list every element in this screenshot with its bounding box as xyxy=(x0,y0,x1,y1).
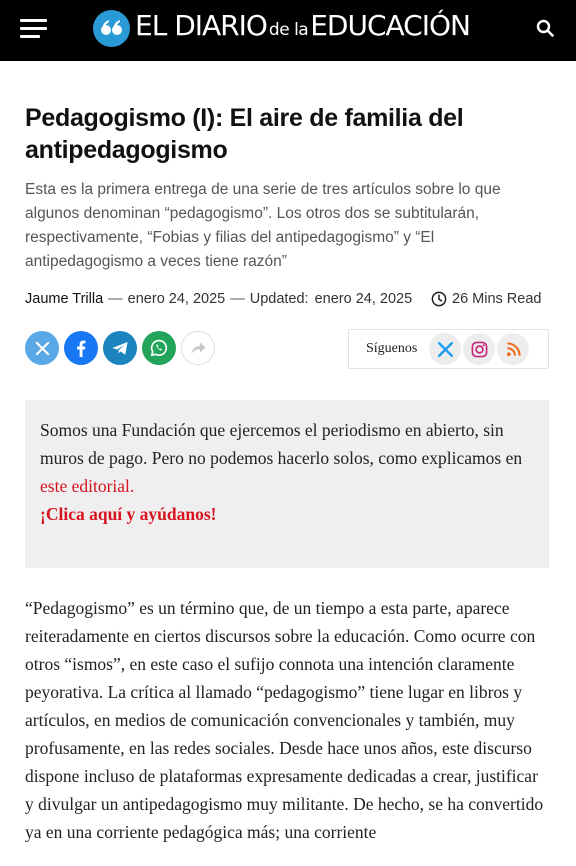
meta-separator: — xyxy=(108,291,123,307)
search-icon[interactable] xyxy=(536,19,556,39)
telegram-icon[interactable] xyxy=(103,331,137,365)
menu-icon[interactable] xyxy=(20,19,47,39)
rss-icon[interactable] xyxy=(497,333,529,365)
clock-icon xyxy=(431,291,447,307)
publish-date: enero 24, 2025 xyxy=(127,291,226,307)
site-logo[interactable] xyxy=(93,10,470,46)
updated-date: enero 24, 2025 xyxy=(314,291,413,307)
logo-quote-icon xyxy=(93,10,130,47)
share-icon[interactable] xyxy=(181,331,215,365)
follow-box xyxy=(348,329,549,369)
updated-label: Updated: xyxy=(249,291,309,307)
author-link[interactable]: Jaume Trilla xyxy=(25,291,104,307)
donation-text: Somos una Fundación que ejercemos el periodismo en abierto, sin muros de pago. Pero no podemos hacerlo solos, como explicamos en este editorial. ¡Clica aquí y ayúdanos! xyxy=(40,416,530,528)
x-icon[interactable] xyxy=(429,333,461,365)
editorial-link[interactable]: este editorial xyxy=(40,476,130,496)
donate-cta-link[interactable]: ¡Clica aquí y ayúdanos! xyxy=(40,504,217,524)
share-bar xyxy=(25,331,220,367)
article-body: “Pedagogismo” es un término que, de un tiempo a esta parte, aparece reiteradamente en ciertos discursos sobre la educación. Como ocurre con otros “ismos”, en este caso el sufijo connota una intención claramente peyorativa. La crítica al llamado “pedagogismo” tiene lugar en libros y artículos, en medios de comunicación convencionales y también, muy profusamente, en las redes sociales. Desde hace unos años, este discurso dispone incluso de plataformas expresamente dedicadas a crear, justificar y divulgar un antipedagogismo muy militante. De hecho, se ha convertido ya en una corriente pedagógica más; una corriente xyxy=(25,598,544,842)
read-time-text: 26 Mins Read xyxy=(452,291,542,307)
follow-label: Síguenos xyxy=(366,341,418,356)
site-header xyxy=(0,0,576,61)
instagram-icon[interactable] xyxy=(463,333,495,365)
article-title: Pedagogismo (I): El aire de familia del antipedagogismo xyxy=(25,104,464,164)
donation-box xyxy=(25,400,549,568)
whatsapp-icon[interactable] xyxy=(142,331,176,365)
read-time xyxy=(431,288,541,310)
x-icon[interactable] xyxy=(25,331,59,365)
logo-wordmark: EL DIARIO de laEDUCACIÓN xyxy=(135,9,470,42)
article-meta xyxy=(25,288,555,310)
facebook-icon[interactable] xyxy=(64,331,98,365)
article-subtitle: Esta es la primera entrega de una serie de tres artículos sobre lo que algunos denominan “pedagogismo”. Los otros dos se subtitularán, respectivamente, “Fobias y filias del antipedagogismo” y “El antipedagogismo a veces tiene razón” xyxy=(25,181,501,270)
meta-separator: — xyxy=(230,291,245,307)
